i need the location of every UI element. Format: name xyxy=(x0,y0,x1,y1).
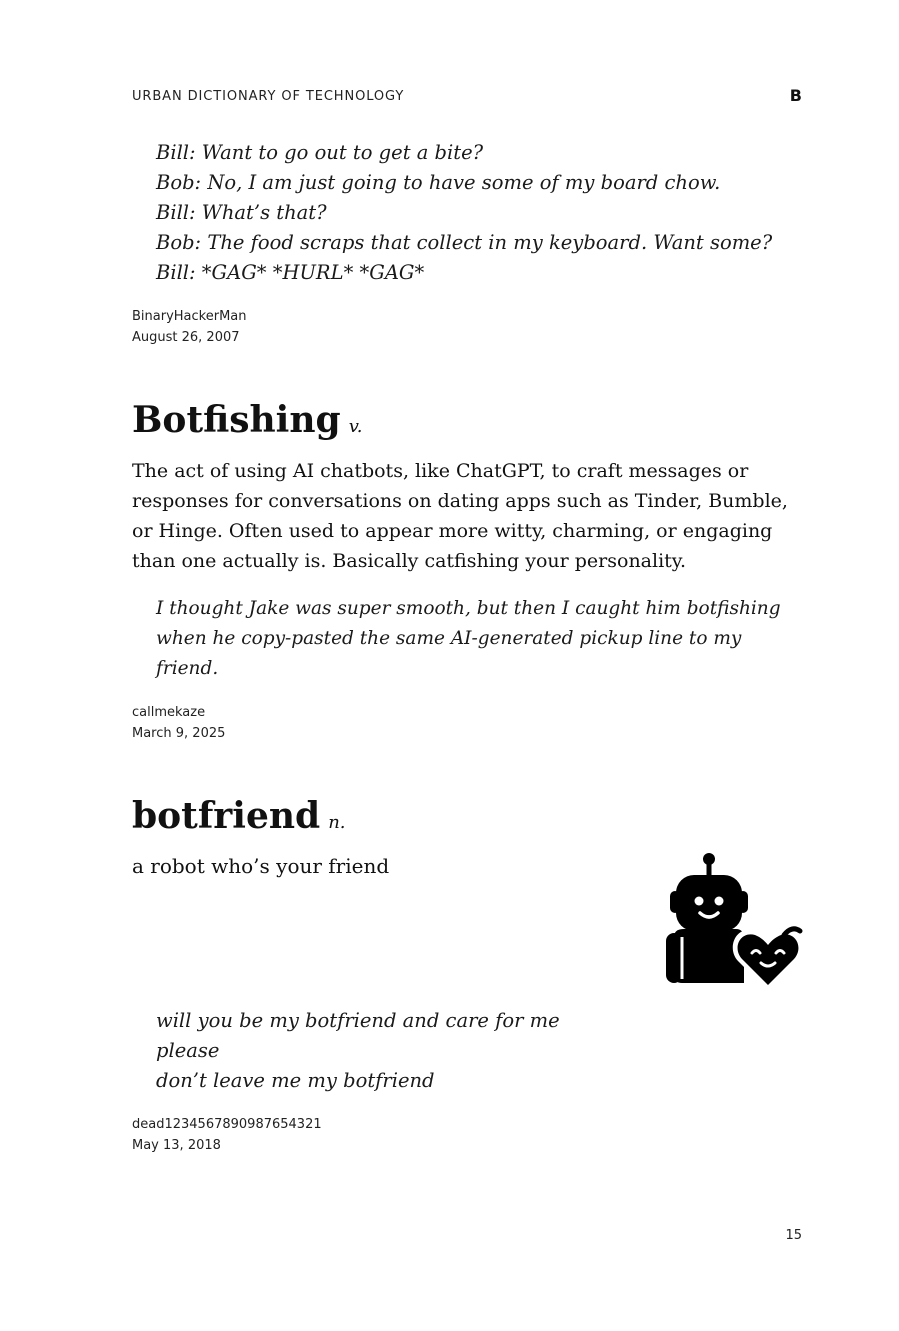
example-line: friend. xyxy=(156,658,219,679)
robot-with-heart-icon xyxy=(664,851,804,991)
entry-definition-botfishing xyxy=(132,456,804,576)
running-title: URBAN DICTIONARY OF TECHNOLOGY xyxy=(132,89,405,104)
entry-example-botfriend xyxy=(156,1006,560,1096)
entry-meta-botfishing xyxy=(132,702,225,744)
definition-line: responses for conversations on dating apps such as Tinder, Bumble, xyxy=(132,490,788,512)
example-line: I thought Jake was super smooth, but then I caught him botfishing xyxy=(156,598,781,619)
example-line: Bob: The food scraps that collect in my keyboard. Want some? xyxy=(156,231,773,254)
running-header xyxy=(132,87,802,107)
example-line: will you be my botfriend and care for me xyxy=(156,1009,560,1032)
entry-term-botfishing xyxy=(132,398,362,449)
prev-entry-example xyxy=(156,138,772,288)
example-line: please xyxy=(156,1039,220,1062)
definition-line: The act of using AI chatbots, like ChatGPT, to craft messages or xyxy=(132,460,749,482)
entry-date: May 13, 2018 xyxy=(132,1138,221,1153)
entry-meta-botfriend xyxy=(132,1114,322,1156)
example-line: don’t leave me my botfriend xyxy=(156,1069,435,1092)
example-line: Bill: What’s that? xyxy=(156,201,327,224)
entry-date: August 26, 2007 xyxy=(132,330,240,345)
prev-entry-meta xyxy=(132,306,247,348)
definition-line: than one actually is. Basically catfishing your personality. xyxy=(132,550,687,572)
example-line: Bill: Want to go out to get a bite? xyxy=(156,141,484,164)
example-line: Bill: *GAG* *HURL* *GAG* xyxy=(156,261,425,284)
entry-author: dead1234567890987654321 xyxy=(132,1117,322,1132)
part-of-speech: n. xyxy=(328,812,346,833)
entry-author: BinaryHackerMan xyxy=(132,309,247,324)
example-line: when he copy-pasted the same AI-generated pickup line to my xyxy=(156,628,742,649)
definition-line: or Hinge. Often used to appear more witty, charming, or engaging xyxy=(132,520,773,542)
entry-date: March 9, 2025 xyxy=(132,726,226,741)
section-letter: B xyxy=(789,86,802,105)
definition-line: a robot who’s your friend xyxy=(132,854,390,878)
term-word: Botfishing xyxy=(132,399,341,441)
part-of-speech: v. xyxy=(348,416,363,437)
term-word: botfriend xyxy=(132,795,321,837)
entry-author: callmekaze xyxy=(132,705,206,720)
example-line: Bob: No, I am just going to have some of my board chow. xyxy=(156,171,721,194)
page-number: 15 xyxy=(785,1228,802,1243)
entry-term-botfriend xyxy=(132,794,346,845)
entry-example-botfishing xyxy=(156,594,781,684)
